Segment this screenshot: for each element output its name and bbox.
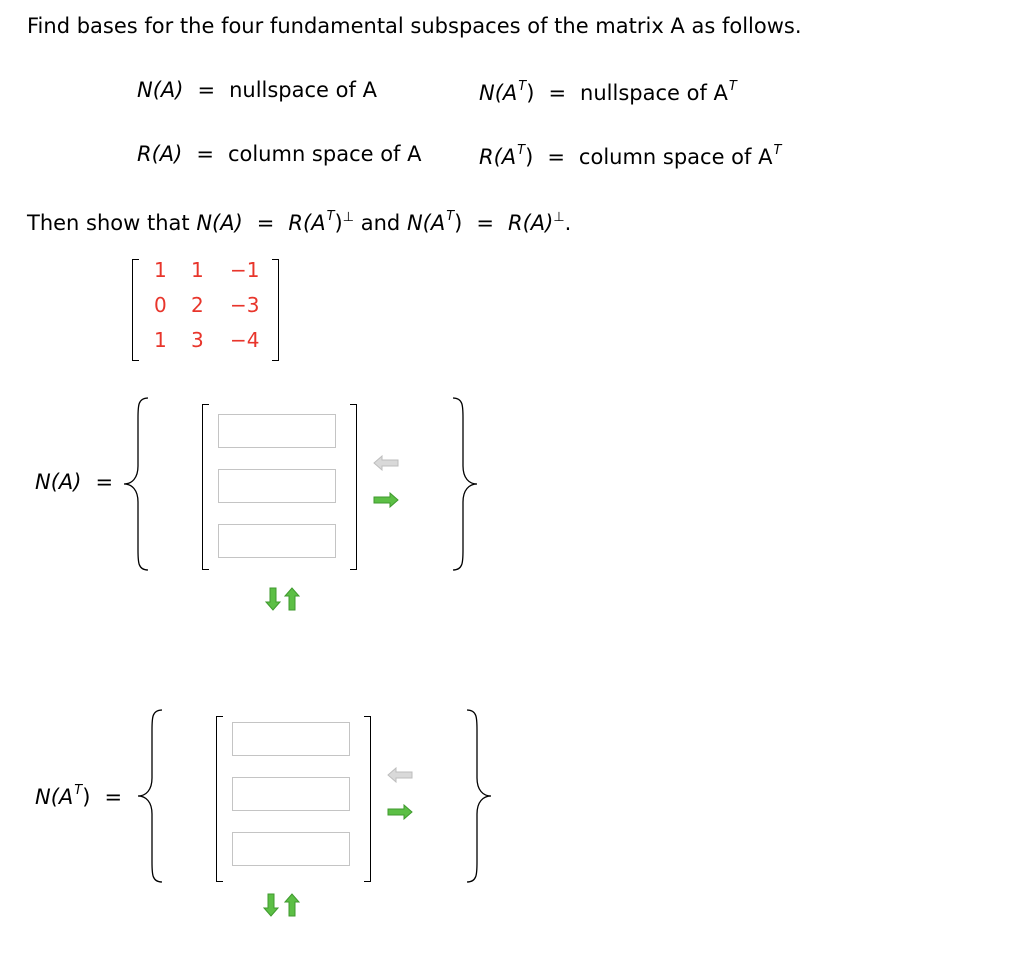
matrix-row [132,258,272,292]
close-paren: ) [334,211,343,235]
na-set-right-brace [447,396,481,572]
transpose-sup: T [74,783,83,798]
na-vector-entry-3[interactable] [218,524,336,558]
matrix-cell: 1 [154,328,167,352]
equals-sign: = [548,81,567,105]
nat-vector-entry-2[interactable] [232,777,350,811]
arrow-down-icon[interactable] [263,892,279,918]
nat-vector-entry-1[interactable] [232,722,350,756]
equals-sign: = [104,785,123,809]
definition-text: column space of A [578,145,773,169]
na-set-left-brace [120,396,154,572]
arrow-down-icon[interactable] [265,586,281,612]
problem-intro: Find bases for the four fundamental subspaces of the matrix A as follows. [27,14,802,38]
close-paren: ) [525,145,534,169]
matrix-cell: 0 [154,293,167,317]
arrow-up-icon[interactable] [284,586,300,612]
na-vector-left-bracket [202,404,209,570]
definition-text: nullspace of A [580,81,728,105]
na-vector-right-bracket [350,404,357,570]
close-paren: ) [82,785,91,809]
na-answer-label [35,470,127,494]
matrix-row [132,328,272,362]
transpose-sup: T [326,209,335,224]
arrow-left-icon[interactable] [386,767,414,793]
transpose-sup: T [773,143,782,158]
show-ra: R(A) [507,211,554,235]
nat-vector-entry-3[interactable] [232,832,350,866]
close-paren: ) [526,81,535,105]
na-vector-entry-2[interactable] [218,469,336,503]
matrix-cell: −1 [230,258,260,282]
nat-set-right-brace [461,708,495,884]
close-paren: ) [454,211,463,235]
nat-label: N(A [35,785,74,809]
symbol-nat: N(A [479,81,518,105]
definition-nullspace-at [479,81,737,105]
period: . [564,211,572,235]
matrix-right-bracket [272,259,279,361]
matrix-cell: 2 [191,293,204,317]
symbol-rat: R(A [479,145,517,169]
na-vector-entry-1[interactable] [218,414,336,448]
matrix-cell: 1 [191,258,204,282]
matrix-a [132,254,292,362]
transpose-sup: T [446,209,455,224]
definition-column-space-at [479,145,781,169]
show-rat: R(A [288,211,326,235]
definition-nullspace-a [137,78,377,102]
arrow-up-icon[interactable] [284,892,300,918]
nat-vector-left-bracket [216,716,223,882]
matrix-cell: 3 [191,328,204,352]
equals-sign: = [256,211,275,235]
equals-sign: = [196,142,214,166]
nat-set-left-brace [134,708,168,884]
transpose-sup: T [517,143,526,158]
definition-text: column space of A [227,142,422,166]
equals-sign: = [95,470,114,494]
na-label: N(A) [35,470,82,494]
symbol-ra: R(A) [137,142,183,166]
perp-symbol: ⊥ [553,210,565,225]
arrow-left-icon[interactable] [372,455,400,481]
show-nat: N(A [406,211,446,235]
transpose-sup: T [518,79,527,94]
show-and: and [360,211,401,235]
definition-text: nullspace of A [229,78,377,102]
matrix-cell: −4 [230,328,260,352]
nat-answer-label [35,785,136,809]
show-na: N(A) [196,211,243,235]
matrix-row [132,293,272,327]
show-statement [27,211,571,235]
arrow-right-icon[interactable] [386,804,414,830]
nat-vector-right-bracket [364,716,371,882]
arrow-right-icon[interactable] [372,492,400,518]
definition-column-space-a [137,142,422,166]
matrix-cell: 1 [154,258,167,282]
show-lead: Then show that [27,211,190,235]
symbol-na: N(A) [137,78,184,102]
perp-symbol: ⊥ [342,210,355,225]
matrix-cell: −3 [230,293,260,317]
transpose-sup: T [728,79,737,94]
equals-sign: = [197,78,216,102]
equals-sign: = [476,211,494,235]
equals-sign: = [547,145,565,169]
